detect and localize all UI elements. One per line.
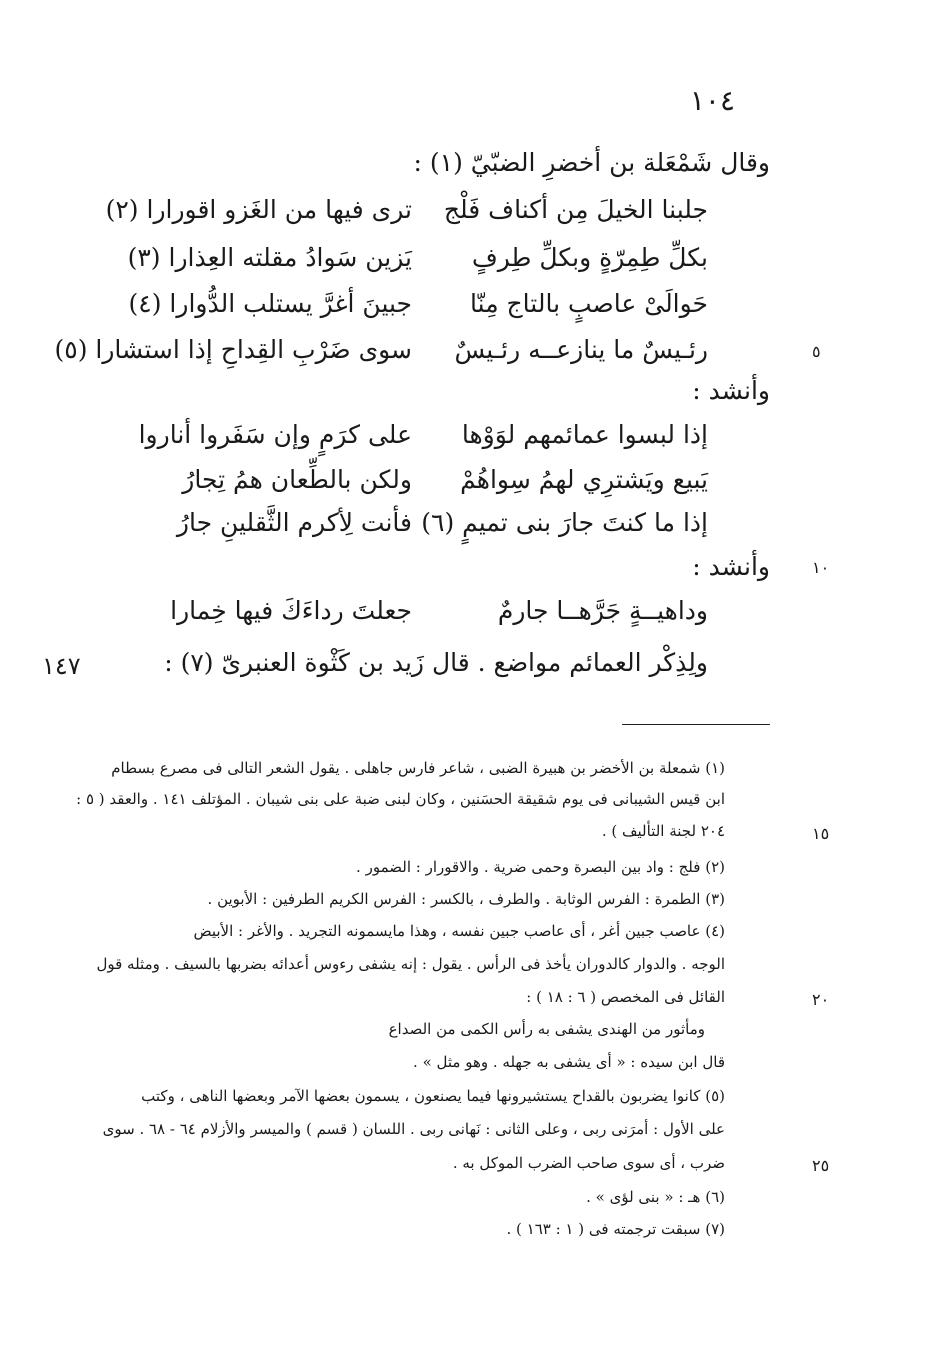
verse-3-right: حَوالَىْ عاصبٍ بالتاج مِنّا (470, 289, 708, 318)
verse-4-left: سوى ضَرْبِ القِداحِ إذا استشارا (٥) (54, 335, 412, 364)
footnote-line: (٤) عاصب جبين أغر ، أى عاصب جبين نفسه ، وهذا مايسمونه التجريد . والأغر : الأبيض (193, 922, 725, 940)
footnote-line: ٢٠٤ لجنة التأليف ) . (601, 822, 725, 840)
footnote-line: (١) شمعلة بن الأخضر بن هبيرة الضبى ، شاعر فارس جاهلى . يقول الشعر التالى فى مصرع بسطام (111, 759, 725, 777)
line-number-5: ٥ (812, 342, 821, 361)
line-number-10: ١٠ (812, 558, 830, 577)
verse-1-right: جلبنا الخيلَ مِن أكناف فَلْج (443, 195, 708, 224)
page-number: ١٠٤ (689, 84, 735, 117)
footnote-line: (٢) فلج : واد بين البصرة وحمى ضرية . والاقورار : الضمور . (356, 858, 725, 876)
verse-8-right: وداهيــةٍ جَرَّهــا جارمٌ (497, 596, 708, 625)
footnote-line: على الأول : أمرَنى ربى ، وعلى الثانى : نَهانى ربى . اللسان ( قسم ) والميسر والأزلام ٦٤ - ٦٨ . سوى (102, 1120, 725, 1138)
line-number-25: ٢٥ (812, 1156, 830, 1175)
footnote-line: الوجه . والدوار كالدوران يأخذ فى الرأس . يقول : إنه يشفى رءوس أعدائه بضربها بالسيف . ومثله قول (96, 955, 725, 973)
footnote-line: (٦) هـ : « بنى لؤى » . (586, 1188, 725, 1206)
verse-4-right: رئـيسٌ ما ينازعــه رئـيسٌ (454, 335, 708, 364)
footnote-line: القائل فى المخصص ( ٦ : ١٨ ) : (526, 988, 725, 1006)
poem-intro-1: وقال شَمْعَلة بن أخضرِ الضبّيّ (١) : (413, 148, 770, 177)
closing-line: ولِذِكْر العمائم مواضع . قال زَيد بن كَثْوة العنبرىّ (٧) : (164, 648, 708, 677)
verse-2-left: يَزين سَوادُ مقلته العِذارا (٣) (127, 243, 412, 272)
line-number-20: ٢٠ (812, 990, 830, 1009)
verse-8-left: جعلتَ رداءَكَ فيها خِمارا (170, 596, 412, 625)
footnote-line: قال ابن سيده : « أى يشفى به جهله . وهو مثل » . (413, 1053, 725, 1071)
footnote-separator (622, 724, 770, 725)
footnote-line: (٣) الطمرة : الفرس الوثابة . والطرف ، بالكسر : الفرس الكريم الطرفين : الأبوين . (207, 890, 725, 908)
footnote-line: ضرب ، أى سوى صاحب الضرب الموكل به . (452, 1154, 725, 1172)
verse-3-left: جبينَ أغرَّ يستلب الدُّوارا (٤) (128, 289, 412, 318)
verse-2-right: بكلِّ طِمِرّةٍ وبكلِّ طِرفٍ (471, 243, 708, 272)
footnote-line: ابن قيس الشيبانى فى يوم شقيقة الحسَنين ، وكان لبنى ضبة على بنى شيبان . المؤتلف ١٤١ . والعقد ( ٥ : (76, 790, 725, 808)
verse-6-right: يَبيع ويَشترِي لهمُ سِواهُمْ (460, 465, 708, 494)
verse-1-left: ترى فيها من الغَزو اقورارا (٢) (105, 195, 412, 224)
side-page-number: ١٤٧ (42, 652, 81, 680)
line-number-15: ١٥ (812, 824, 830, 843)
verse-5-right: إذا لبسوا عمائمهم لوَوْها (461, 420, 708, 449)
poem-intro-3: وأنشد : (692, 552, 770, 581)
verse-6-left: ولكن بالطِّعان همُ تِجارُ (182, 465, 412, 494)
footnote-line: (٧) سبقت ترجمته فى ( ١ : ١٦٣ ) . (506, 1220, 725, 1238)
verse-7-right: إذا ما كنتَ جارَ بنى تميمٍ (٦) (421, 508, 708, 537)
verse-7-left: فأنت لِأكرم الثَّقلينِ جارُ (176, 508, 412, 537)
footnote-quoted-verse: ومأثور من الهندى يشفى به رأس الكمى من الصداع (388, 1020, 705, 1038)
footnote-line: (٥) كانوا يضربون بالقداح يستشيرونها فيما يصنعون ، يسمون بعضها الآمر وبعضها الناهى ، وكتب (141, 1087, 725, 1105)
verse-5-left: على كرَمٍ وإن سَفَروا أناروا (138, 420, 412, 449)
poem-intro-2: وأنشد : (692, 376, 770, 405)
